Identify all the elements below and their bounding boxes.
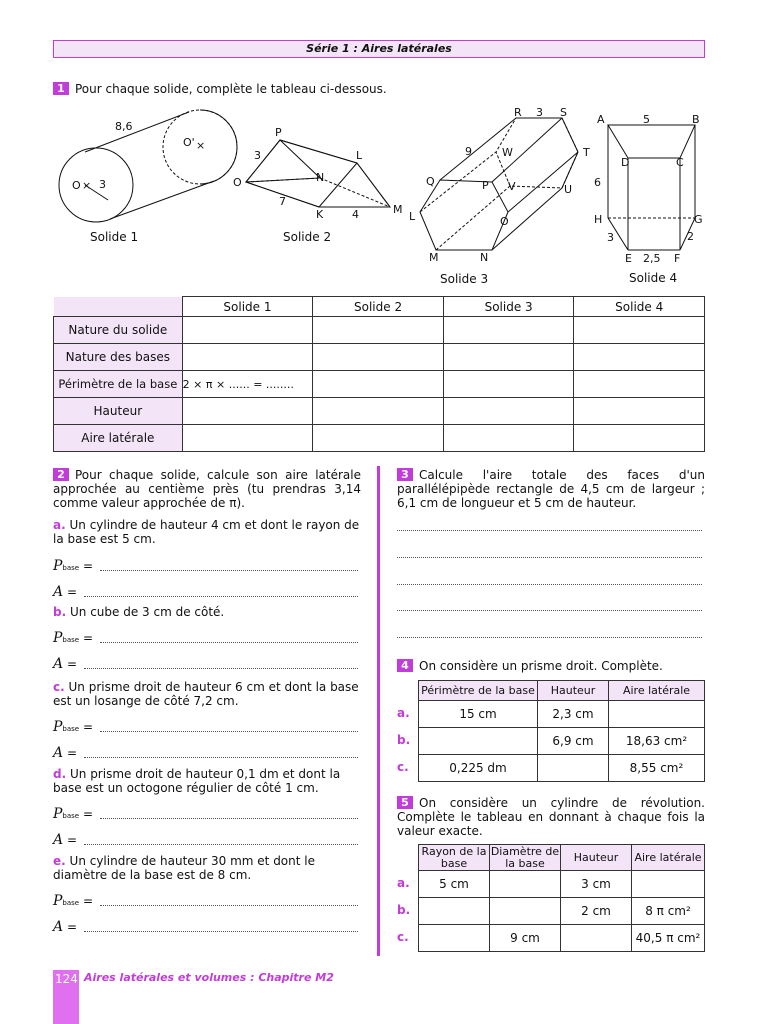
ex4-cell[interactable]: 0,225 dm bbox=[419, 755, 538, 782]
answer-dots[interactable] bbox=[397, 637, 702, 638]
column-divider bbox=[377, 466, 380, 956]
s3-3: 3 bbox=[536, 106, 543, 119]
t1-cell[interactable] bbox=[313, 398, 444, 425]
ex4-cell[interactable]: 15 cm bbox=[419, 701, 538, 728]
ex5-cell[interactable]: 9 cm bbox=[490, 925, 561, 952]
ex2-item-b: b. Un cube de 3 cm de côté. bbox=[53, 605, 225, 619]
ex2-item-a: a. Un cylindre de hauteur 4 cm et dont le rayon de la base est 5 cm. bbox=[53, 518, 360, 546]
t1-cell[interactable] bbox=[574, 398, 705, 425]
ex2c-area-line: A = bbox=[53, 745, 78, 761]
ex4-cell[interactable]: 18,63 cm² bbox=[609, 728, 705, 755]
answer-dots[interactable] bbox=[397, 557, 702, 558]
s2-K: K bbox=[316, 208, 324, 221]
t1-row-label: Périmètre de la base bbox=[54, 371, 183, 398]
answer-dots[interactable] bbox=[84, 668, 358, 669]
answer-dots[interactable] bbox=[84, 931, 358, 932]
svg-text:×: × bbox=[82, 179, 92, 192]
t1-cell[interactable] bbox=[443, 398, 574, 425]
s1-label-o-prime: O' bbox=[183, 136, 195, 149]
page-number: 124 bbox=[53, 970, 79, 1024]
answer-dots[interactable] bbox=[397, 610, 702, 611]
t1-cell[interactable] bbox=[313, 371, 444, 398]
s2-O: O bbox=[233, 176, 242, 189]
ex5-cell[interactable] bbox=[561, 925, 632, 952]
answer-dots[interactable] bbox=[100, 818, 358, 819]
s4-3: 3 bbox=[607, 231, 614, 244]
ex5-cell[interactable] bbox=[419, 898, 490, 925]
ex4-number: 4 bbox=[397, 659, 413, 672]
ex5-row-label: c. bbox=[397, 930, 409, 944]
ex5-header: Hauteur bbox=[561, 845, 632, 871]
s2-7: 7 bbox=[279, 195, 286, 208]
answer-dots[interactable] bbox=[84, 757, 358, 758]
ex2d-perimeter-line: Pbase = bbox=[53, 806, 93, 822]
s3-S: S bbox=[560, 106, 567, 119]
s3-U: U bbox=[564, 183, 573, 196]
s3-9: 9 bbox=[465, 145, 472, 158]
t1-header-2: Solide 2 bbox=[313, 297, 444, 317]
t1-row-label: Nature des bases bbox=[54, 344, 183, 371]
answer-dots[interactable] bbox=[84, 596, 358, 597]
t1-cell[interactable] bbox=[182, 425, 313, 452]
t1-cell[interactable] bbox=[574, 317, 705, 344]
page-title: Série 1 : Aires latérales bbox=[53, 40, 705, 58]
solid3-prism bbox=[409, 106, 590, 286]
ex4-statement bbox=[397, 659, 705, 673]
t1-header-3: Solide 3 bbox=[443, 297, 574, 317]
t1-cell[interactable] bbox=[443, 317, 574, 344]
s2-4: 4 bbox=[352, 208, 359, 221]
ex5-statement bbox=[397, 796, 705, 838]
t1-cell[interactable] bbox=[443, 371, 574, 398]
ex4-header: Hauteur bbox=[538, 681, 609, 701]
ex5-cell[interactable]: 3 cm bbox=[561, 871, 632, 898]
t1-cell[interactable] bbox=[313, 317, 444, 344]
ex2-number: 2 bbox=[53, 468, 69, 481]
t1-cell-prefill[interactable]: 2 × π × ...... = ........ bbox=[182, 371, 313, 398]
s3-N: N bbox=[480, 251, 489, 264]
s1-label-radius: 3 bbox=[99, 178, 106, 191]
s4-F: F bbox=[674, 252, 681, 265]
ex3-number: 3 bbox=[397, 468, 413, 481]
svg-text:×: × bbox=[196, 139, 206, 152]
ex2c-perimeter-line: Pbase = bbox=[53, 719, 93, 735]
s3-R: R bbox=[514, 106, 522, 119]
t1-cell[interactable] bbox=[574, 425, 705, 452]
ex2-item-d: d. Un prisme droit de hauteur 0,1 dm et dont la base est un octogone régulier de côté 1 cm. bbox=[53, 767, 341, 795]
t1-cell[interactable] bbox=[313, 344, 444, 371]
t1-cell[interactable] bbox=[182, 317, 313, 344]
s3-V: V bbox=[508, 180, 516, 193]
ex5-cell[interactable] bbox=[490, 898, 561, 925]
answer-dots[interactable] bbox=[100, 731, 358, 732]
s2-N: N bbox=[316, 171, 325, 184]
solid2-prism bbox=[233, 126, 403, 244]
ex5-cell[interactable] bbox=[632, 871, 705, 898]
t1-cell[interactable] bbox=[443, 425, 574, 452]
ex4-header: Aire latérale bbox=[609, 681, 705, 701]
ex4-row-label: a. bbox=[397, 706, 410, 720]
ex5-cell[interactable]: 5 cm bbox=[419, 871, 490, 898]
s4-C: C bbox=[676, 156, 684, 169]
ex5-header: Rayon de la base bbox=[419, 845, 490, 871]
t1-row-label: Aire latérale bbox=[54, 425, 183, 452]
s4-B: B bbox=[692, 113, 700, 126]
ex2e-perimeter-line: Pbase = bbox=[53, 893, 93, 909]
answer-dots[interactable] bbox=[397, 584, 702, 585]
t1-cell[interactable] bbox=[574, 344, 705, 371]
solid1-label: Solide 1 bbox=[90, 230, 139, 244]
ex1-table bbox=[53, 296, 705, 452]
s4-A: A bbox=[597, 113, 605, 126]
solid1-cylinder bbox=[59, 110, 237, 244]
s3-L: L bbox=[409, 210, 416, 223]
ex2e-area-line: A = bbox=[53, 919, 78, 935]
ex2b-area-line: A = bbox=[53, 656, 78, 672]
ex5-cell[interactable]: 8 π cm² bbox=[632, 898, 705, 925]
ex5-table bbox=[418, 844, 705, 952]
ex3-text: Calcule l'aire totale des faces d'un parallélépipède rectangle de 4,5 cm de largeur ; 6,1 cm de longueur et 5 cm de hauteur. bbox=[397, 468, 705, 510]
s3-M: M bbox=[429, 251, 439, 264]
ex4-cell[interactable] bbox=[609, 701, 705, 728]
s4-2: 2 bbox=[687, 230, 694, 243]
ex5-cell[interactable]: 2 cm bbox=[561, 898, 632, 925]
answer-dots[interactable] bbox=[100, 642, 358, 643]
ex2d-area-line: A = bbox=[53, 832, 78, 848]
s4-H: H bbox=[594, 213, 603, 226]
s4-6: 6 bbox=[594, 176, 601, 189]
s1-label-length: 8,6 bbox=[115, 120, 133, 133]
ex2a-perimeter-line: Pbase = bbox=[53, 558, 93, 574]
ex4-cell[interactable]: 8,55 cm² bbox=[609, 755, 705, 782]
s2-3: 3 bbox=[254, 149, 261, 162]
ex4-cell[interactable] bbox=[538, 755, 609, 782]
ex4-cell[interactable] bbox=[419, 728, 538, 755]
answer-dots[interactable] bbox=[100, 905, 358, 906]
s4-E: E bbox=[625, 252, 632, 265]
ex5-header: Aire latérale bbox=[632, 845, 705, 871]
solid3-label: Solide 3 bbox=[440, 272, 489, 286]
s3-T: T bbox=[583, 146, 590, 159]
s4-G: G bbox=[694, 213, 703, 226]
ex4-table bbox=[418, 680, 705, 782]
ex3-statement bbox=[397, 468, 705, 510]
s4-5: 5 bbox=[643, 113, 650, 126]
s3-P: P bbox=[482, 179, 489, 192]
ex5-row-label: b. bbox=[397, 903, 411, 917]
s2-P: P bbox=[275, 126, 282, 139]
s3-W: W bbox=[502, 146, 513, 159]
ex2b-perimeter-line: Pbase = bbox=[53, 630, 93, 646]
footer-chapter: Aires latérales et volumes : Chapitre M2 bbox=[84, 971, 334, 984]
ex5-header: Diamètre de la base bbox=[490, 844, 560, 870]
t1-row-label: Hauteur bbox=[54, 398, 183, 425]
ex2-statement bbox=[53, 468, 361, 510]
s1-label-o: O bbox=[72, 179, 81, 192]
ex4-cell[interactable]: 6,9 cm bbox=[538, 728, 609, 755]
answer-dots[interactable] bbox=[84, 844, 358, 845]
t1-cell[interactable] bbox=[313, 425, 444, 452]
ex4-row-label: b. bbox=[397, 733, 411, 747]
s4-2-5: 2,5 bbox=[643, 252, 661, 265]
t1-cell[interactable] bbox=[182, 344, 313, 371]
ex1-statement bbox=[53, 82, 387, 96]
t1-header-4: Solide 4 bbox=[574, 297, 705, 317]
t1-cell[interactable] bbox=[182, 398, 313, 425]
ex5-text: On considère un cylindre de révolution. Complète le tableau en donnant à chaque fois la valeur exacte. bbox=[397, 796, 705, 838]
ex5-cell[interactable]: 40,5 π cm² bbox=[632, 925, 705, 952]
t1-cell[interactable] bbox=[574, 371, 705, 398]
ex4-header: Périmètre de la base bbox=[419, 681, 538, 701]
answer-dots[interactable] bbox=[397, 530, 702, 531]
s2-L: L bbox=[356, 149, 363, 162]
s2-M: M bbox=[393, 203, 403, 216]
answer-dots[interactable] bbox=[100, 570, 358, 571]
ex5-cell[interactable] bbox=[490, 871, 561, 898]
ex4-text: On considère un prisme droit. Complète. bbox=[419, 659, 663, 673]
ex2-item-c: c. Un prisme droit de hauteur 6 cm et dont la base est un losange de côté 7,2 cm. bbox=[53, 680, 359, 708]
ex1-text: Pour chaque solide, complète le tableau ci-dessous. bbox=[75, 82, 387, 96]
t1-cell[interactable] bbox=[443, 344, 574, 371]
ex5-row-label: a. bbox=[397, 876, 410, 890]
ex2a-area-line: A = bbox=[53, 584, 78, 600]
ex2-text: Pour chaque solide, calcule son aire latérale approchée au centième près (tu prendras 3,14 comme valeur approchée de π). bbox=[53, 468, 361, 510]
t1-row-label: Nature du solide bbox=[54, 317, 183, 344]
solids-figure bbox=[40, 100, 720, 290]
s3-O: O bbox=[500, 215, 509, 228]
ex4-cell[interactable]: 2,3 cm bbox=[538, 701, 609, 728]
ex5-number: 5 bbox=[397, 796, 413, 809]
ex2-item-e: e. Un cylindre de hauteur 30 mm et dont le diamètre de la base est de 8 cm. bbox=[53, 854, 315, 882]
ex1-number: 1 bbox=[53, 82, 69, 95]
t1-header-1: Solide 1 bbox=[182, 297, 313, 317]
solid2-label: Solide 2 bbox=[283, 230, 332, 244]
solid4-prism bbox=[594, 113, 703, 285]
ex4-row-label: c. bbox=[397, 760, 409, 774]
solid4-label: Solide 4 bbox=[629, 271, 678, 285]
ex5-cell[interactable] bbox=[419, 925, 490, 952]
s3-Q: Q bbox=[426, 175, 435, 188]
s4-D: D bbox=[621, 156, 630, 169]
